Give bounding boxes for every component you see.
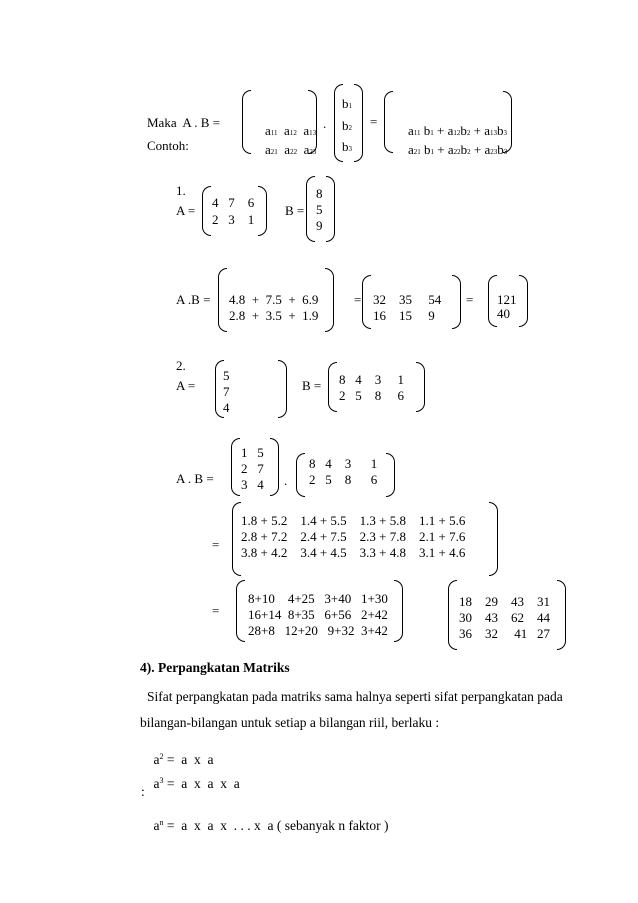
ex2-sum-right-bracket xyxy=(489,502,498,576)
ex2-final-row1: 18 29 43 31 xyxy=(459,594,550,609)
ex2-b-right-bracket xyxy=(416,362,425,412)
ex2-left-row2: 2 7 xyxy=(241,461,264,476)
ex2-left-row1: 1 5 xyxy=(241,445,264,460)
result-left-bracket xyxy=(384,91,393,153)
ex1-equals-1: = xyxy=(354,292,362,307)
ex2-a-entry-1: 5 xyxy=(223,368,230,383)
ex2-right-row1: 8 4 3 1 xyxy=(309,456,378,471)
matrix-a-row1: a11 a12 a13 xyxy=(265,123,317,138)
example-2-a-label: A = xyxy=(176,378,196,393)
ex2-add-row2: 16+14 8+35 6+56 2+42 xyxy=(248,607,388,622)
example-1-a-label: A = xyxy=(176,203,196,218)
ex2-a-right-bracket xyxy=(278,360,287,418)
ex2-add-row1: 8+10 4+25 3+40 1+30 xyxy=(248,591,388,606)
ex1-result-row2: 40 xyxy=(497,306,510,321)
ex2-a-entry-2: 7 xyxy=(223,384,230,399)
power-eq-2: $a^2 = a$ x a xyxy=(153,751,214,767)
ellipsis-colon: : xyxy=(141,784,145,799)
ex1-result-left-bracket xyxy=(488,275,497,327)
ex2-right-matrix-left-bracket xyxy=(296,453,305,497)
example-2-b-label: B = xyxy=(302,378,322,393)
example-1-ab-label: A .B = xyxy=(176,292,211,307)
ex1-result-right-bracket xyxy=(519,275,528,327)
example-1-b-label: B = xyxy=(285,203,305,218)
ex2-b-left-bracket xyxy=(328,362,337,412)
ex2-add-right-bracket xyxy=(394,580,403,642)
ex2-b-row1: 8 4 3 1 xyxy=(339,372,404,387)
section-4-para-line2: bilangan-bilangan untuk setiap a bilangan riil, berlaku : xyxy=(140,715,440,730)
ex2-final-row3: 36 32 41 27 xyxy=(459,626,550,641)
ex1-equals-2: = xyxy=(466,292,474,307)
ex1-b-left-bracket xyxy=(306,176,315,242)
ex1-a-right-bracket xyxy=(258,186,267,236)
ex1-a-row1: 4 7 6 xyxy=(212,195,255,210)
result-row2: a21 b1 + a22b2 + a23b3 xyxy=(408,142,508,157)
ex1-expr-left-bracket xyxy=(218,268,227,332)
ex1-b-entry-2: 5 xyxy=(316,202,323,217)
ex1-a-left-bracket xyxy=(202,186,211,236)
ex1-a-row2: 2 3 1 xyxy=(212,212,255,227)
ex1-expr-right-bracket xyxy=(325,268,334,332)
matrix-b-entry-3: b3 xyxy=(342,139,352,154)
ex1-result-row1: 121 xyxy=(497,292,517,307)
ex1-step-row1: 32 35 54 xyxy=(373,292,442,307)
ex2-left-matrix-left-bracket xyxy=(231,438,240,496)
ex2-right-matrix-right-bracket xyxy=(386,453,395,497)
example-1-number: 1. xyxy=(176,183,186,198)
ex1-b-right-bracket xyxy=(326,176,335,242)
power-eq-n: $a^n = a$ x a x . . . x a ( sebanyak n faktor ) xyxy=(153,817,389,833)
equals-sign: = xyxy=(370,114,378,129)
ex2-multiply-dot: . xyxy=(284,473,288,488)
ex2-final-row2: 30 43 62 44 xyxy=(459,610,550,625)
example-2-ab-label: A . B = xyxy=(176,471,214,486)
ex1-expr-row2: 2.8 + 3.5 + 1.9 xyxy=(229,308,319,323)
example-2-number: 2. xyxy=(176,358,186,373)
power-eq-3: $a^3 = a$ x a x a xyxy=(153,775,240,791)
ex1-step-row2: 16 15 9 xyxy=(373,308,435,323)
ex2-b-row2: 2 5 8 6 xyxy=(339,388,404,403)
ex2-left-row3: 3 4 xyxy=(241,477,264,492)
ex2-final-right-bracket xyxy=(557,580,566,650)
ex1-step-left-bracket xyxy=(362,275,371,329)
contoh-label: Contoh: xyxy=(147,138,189,153)
ex2-equals-1: = xyxy=(212,537,220,552)
ex2-sum-row3: 3.8 + 4.2 3.4 + 4.5 3.3 + 4.8 3.1 + 4.6 xyxy=(241,545,466,560)
ex2-sum-row1: 1.8 + 5.2 1.4 + 5.5 1.3 + 5.8 1.1 + 5.6 xyxy=(241,513,466,528)
matrix-a-row2: a21 a22 a23 xyxy=(265,142,317,157)
matrix-b-entry-1: b1 xyxy=(342,96,352,111)
result-row1: a11 b1 + a12b2 + a13b3 xyxy=(408,123,507,138)
ex2-add-left-bracket xyxy=(236,580,245,642)
multiply-dot: . xyxy=(323,116,327,131)
ex1-b-entry-3: 9 xyxy=(316,218,323,233)
ex2-a-entry-3: 4 xyxy=(223,400,230,415)
ex2-equals-2: = xyxy=(212,603,220,618)
ex2-sum-left-bracket xyxy=(232,502,241,576)
ex1-b-entry-1: 8 xyxy=(316,186,323,201)
section-4-heading: 4). Perpangkatan Matriks xyxy=(140,660,290,675)
ex2-add-row3: 28+8 12+20 9+32 3+42 xyxy=(248,623,388,638)
ex2-left-matrix-right-bracket xyxy=(270,438,279,496)
ex1-expr-row1: 4.8 + 7.5 + 6.9 xyxy=(229,292,319,307)
matrix-b-entry-2: b2 xyxy=(342,118,352,133)
matrix-b-right-bracket xyxy=(354,84,363,162)
ex2-sum-row2: 2.8 + 7.2 2.4 + 7.5 2.3 + 7.8 2.1 + 7.6 xyxy=(241,529,466,544)
section-4-para-line1: Sifat perpangkatan pada matriks sama halnya seperti sifat perpangkatan pada xyxy=(147,689,563,704)
ex2-final-left-bracket xyxy=(448,580,457,650)
ex1-step-right-bracket xyxy=(452,275,461,329)
maka-label: Maka A . B = xyxy=(147,115,221,130)
ex2-right-row2: 2 5 8 6 xyxy=(309,472,378,487)
matrix-a-left-bracket xyxy=(242,90,251,154)
